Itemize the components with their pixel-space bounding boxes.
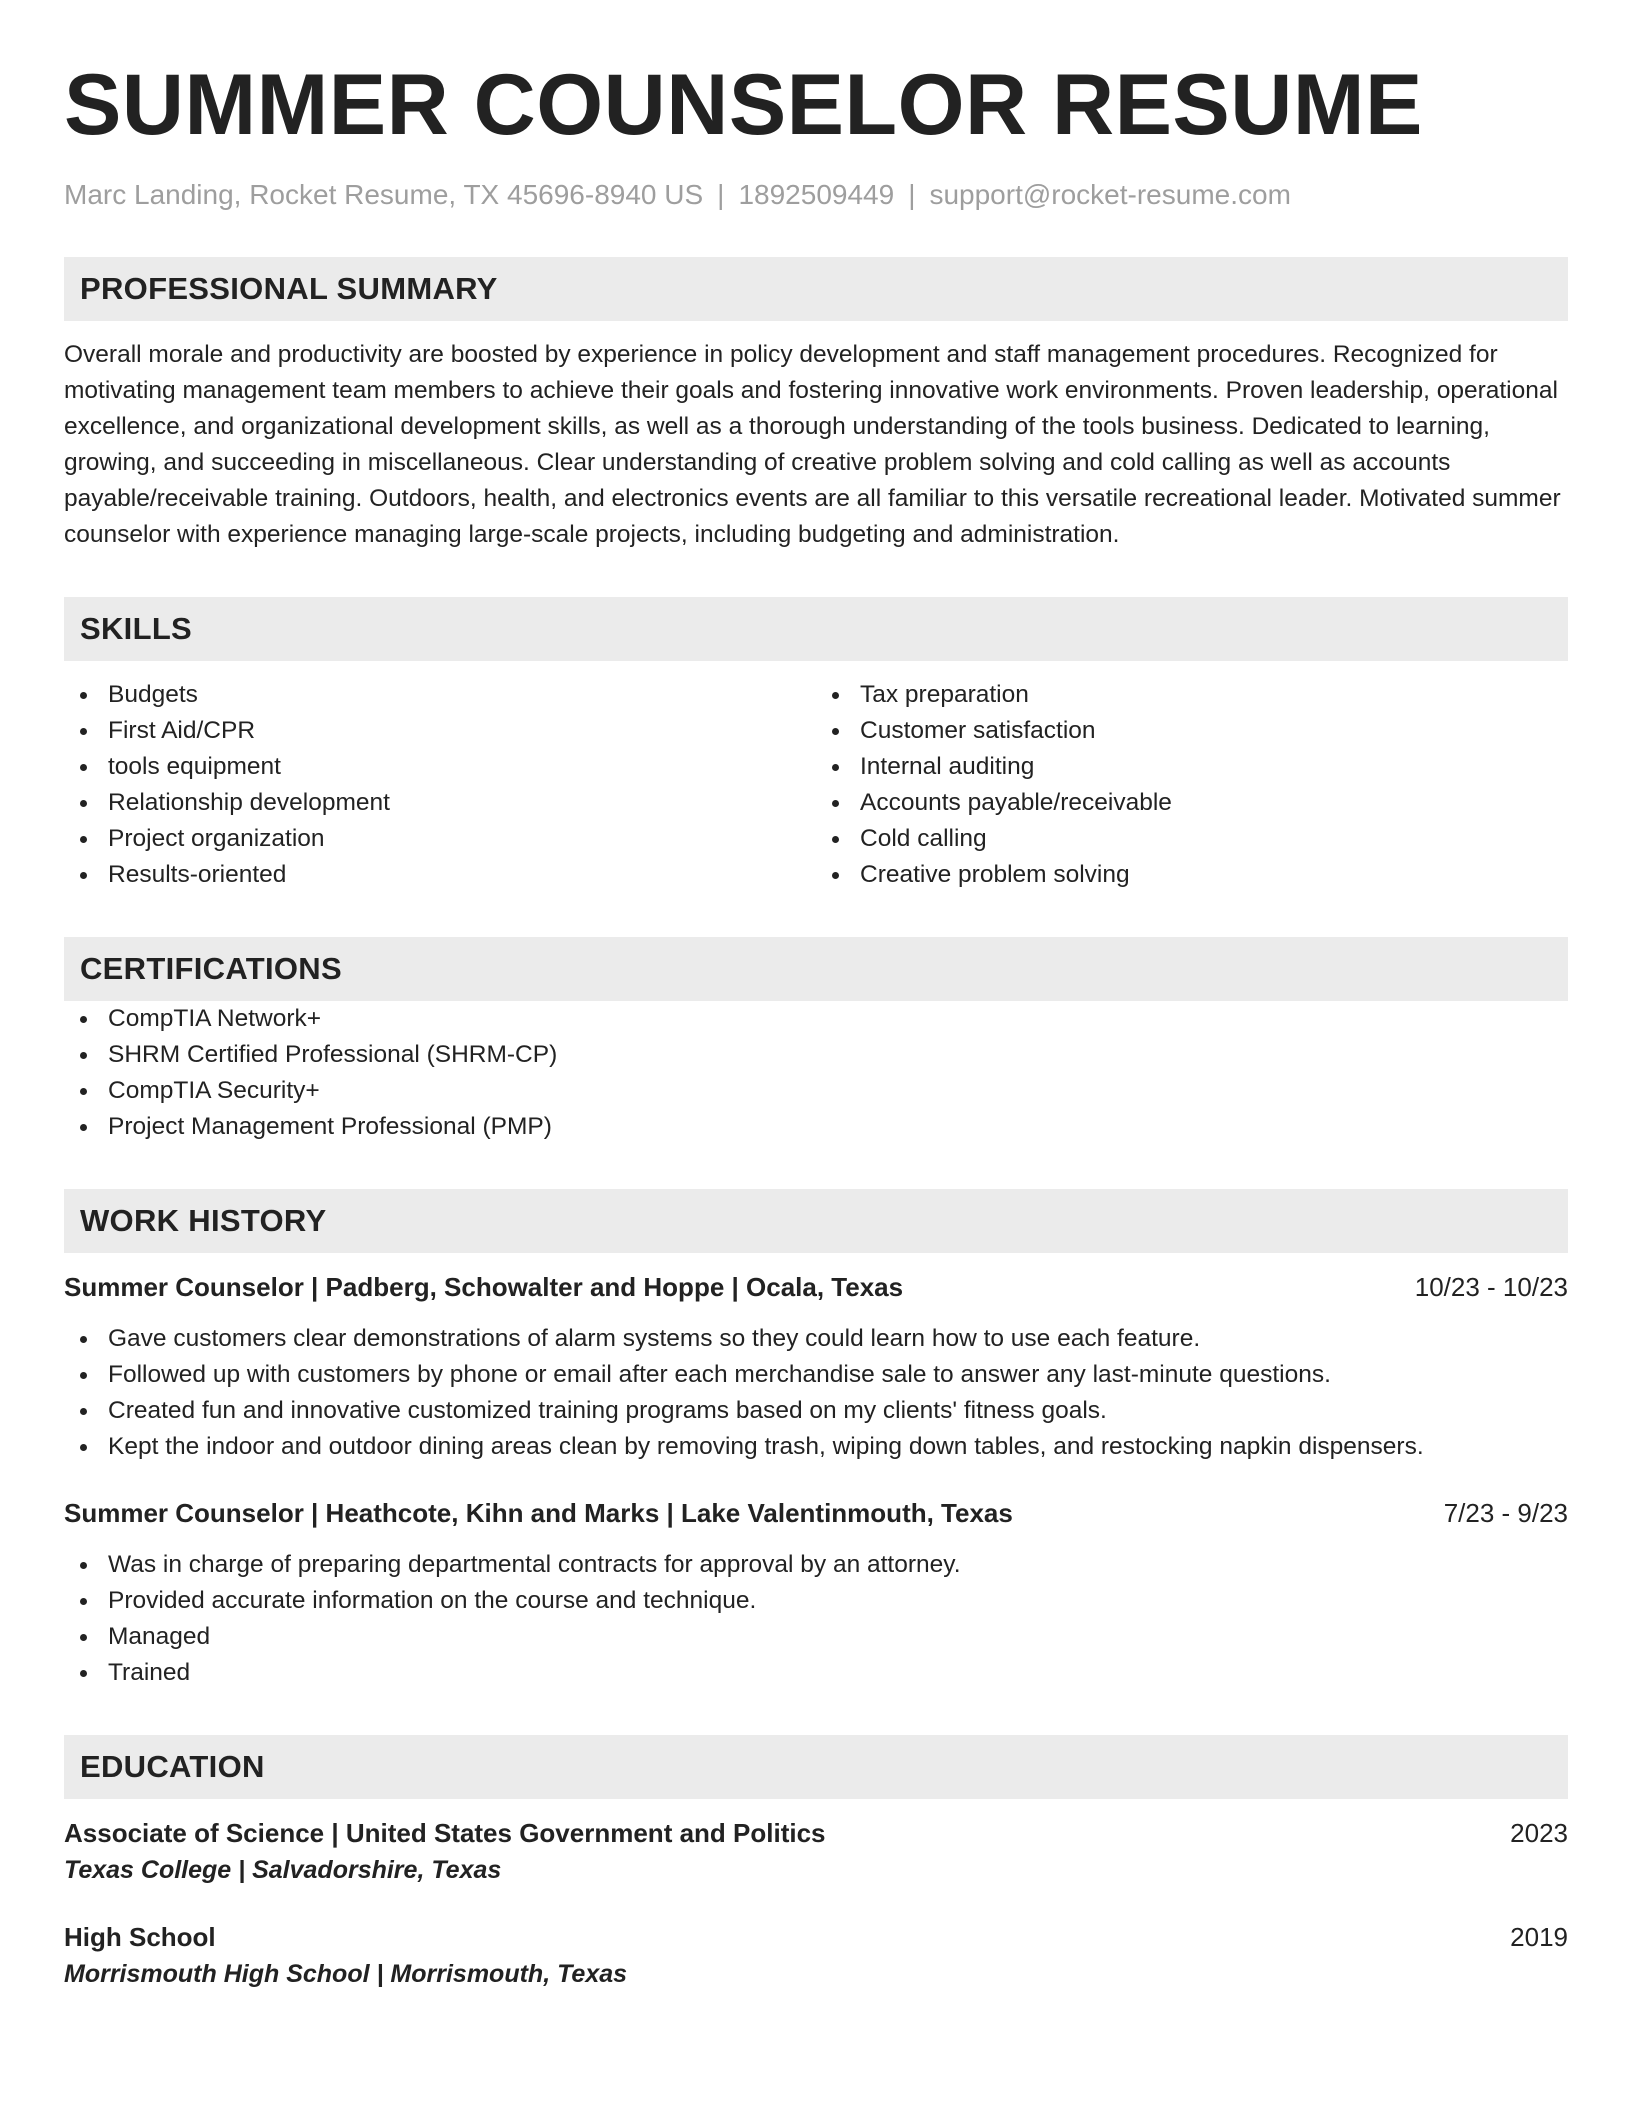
job-bullets	[64, 1321, 1568, 1465]
skills-column-left	[64, 677, 816, 893]
certification-item: SHRM Certified Professional (SHRM-CP)	[64, 1037, 1568, 1073]
education-year: 2019	[1510, 1922, 1568, 1952]
education-school: Morrismouth High School | Morrismouth, Texas	[64, 1960, 628, 1988]
education-year: 2023	[1510, 1818, 1568, 1848]
job-bullet: Followed up with customers by phone or email after each merchandise sale to answer any last-minute questions.	[64, 1357, 1568, 1393]
skills-columns	[64, 677, 1568, 893]
job-header	[64, 1269, 1568, 1305]
contact-address: Marc Landing, Rocket Resume, TX 45696-8940 US	[64, 179, 704, 210]
education-entry	[64, 1815, 1568, 1889]
education-degree: High School	[64, 1922, 216, 1952]
skills-column-right	[816, 677, 1568, 893]
job-title: Summer Counselor | Heathcote, Kihn and Marks | Lake Valentinmouth, Texas	[64, 1498, 1013, 1528]
job-dates: 7/23 - 9/23	[1443, 1498, 1568, 1528]
contact-line	[64, 177, 1568, 213]
job-entry	[64, 1495, 1568, 1691]
education-school: Texas College | Salvadorshire, Texas	[64, 1856, 502, 1884]
contact-separator: |	[908, 179, 916, 210]
certification-item: CompTIA Network+	[64, 1001, 1568, 1037]
job-bullet: Kept the indoor and outdoor dining areas clean by removing trash, wiping down tables, and restocking napkin dispensers.	[64, 1429, 1568, 1465]
job-dates: 10/23 - 10/23	[1414, 1272, 1568, 1302]
skill-item: Project organization	[64, 821, 816, 857]
contact-phone: 1892509449	[738, 179, 895, 210]
skills-list-left	[64, 677, 816, 893]
skill-item: Results-oriented	[64, 857, 816, 893]
job-bullet: Gave customers clear demonstrations of alarm systems so they could learn how to use each feature.	[64, 1321, 1568, 1357]
education-degree: Associate of Science | United States Government and Politics	[64, 1818, 826, 1848]
job-bullet: Was in charge of preparing departmental contracts for approval by an attorney.	[64, 1547, 1568, 1583]
job-bullet: Trained	[64, 1655, 1568, 1691]
job-bullet: Provided accurate information on the course and technique.	[64, 1583, 1568, 1619]
section-header-work-history: WORK HISTORY	[64, 1189, 1568, 1253]
skill-item: Accounts payable/receivable	[816, 785, 1568, 821]
contact-email: support@rocket-resume.com	[929, 179, 1291, 210]
skill-item: Internal auditing	[816, 749, 1568, 785]
resume-title: SUMMER COUNSELOR RESUME	[64, 57, 1423, 153]
certification-item: CompTIA Security+	[64, 1073, 1568, 1109]
skill-item: Customer satisfaction	[816, 713, 1568, 749]
job-bullet: Managed	[64, 1619, 1568, 1655]
skill-item: tools equipment	[64, 749, 816, 785]
skill-item: Cold calling	[816, 821, 1568, 857]
education-header	[64, 1919, 1568, 1955]
contact-separator: |	[717, 179, 725, 210]
skill-item: Creative problem solving	[816, 857, 1568, 893]
job-header	[64, 1495, 1568, 1531]
certification-item: Project Management Professional (PMP)	[64, 1109, 1568, 1145]
certifications-list	[64, 1001, 1568, 1145]
summary-text: Overall morale and productivity are boosted by experience in policy development and staff management procedures. Recognized for motivating management team members to achieve their goals and fostering innovative work environments. Proven leadership, operational excellence, and organizational development skills, as well as a thorough understanding of the tools business. Dedicated to learning, growing, and succeeding in miscellaneous. Clear understanding of creative problem solving and cold calling as well as accounts payable/receivable training. Outdoors, health, and electronics events are all familiar to this versatile recreational leader. Motivated summer counselor with experience managing large-scale projects, including budgeting and administration.	[64, 341, 1561, 548]
education-entry	[64, 1919, 1568, 1993]
job-title: Summer Counselor | Padberg, Schowalter and Hoppe | Ocala, Texas	[64, 1272, 904, 1302]
education-header	[64, 1815, 1568, 1851]
section-header-skills: SKILLS	[64, 597, 1568, 661]
section-header-summary: PROFESSIONAL SUMMARY	[64, 257, 1568, 321]
section-header-education: EDUCATION	[64, 1735, 1568, 1799]
job-entry	[64, 1269, 1568, 1465]
skill-item: First Aid/CPR	[64, 713, 816, 749]
job-bullet: Created fun and innovative customized training programs based on my clients' fitness goals.	[64, 1393, 1568, 1429]
skill-item: Relationship development	[64, 785, 816, 821]
section-header-certifications: CERTIFICATIONS	[64, 937, 1568, 1001]
job-bullets	[64, 1547, 1568, 1691]
skill-item: Budgets	[64, 677, 816, 713]
skills-list-right	[816, 677, 1568, 893]
skill-item: Tax preparation	[816, 677, 1568, 713]
